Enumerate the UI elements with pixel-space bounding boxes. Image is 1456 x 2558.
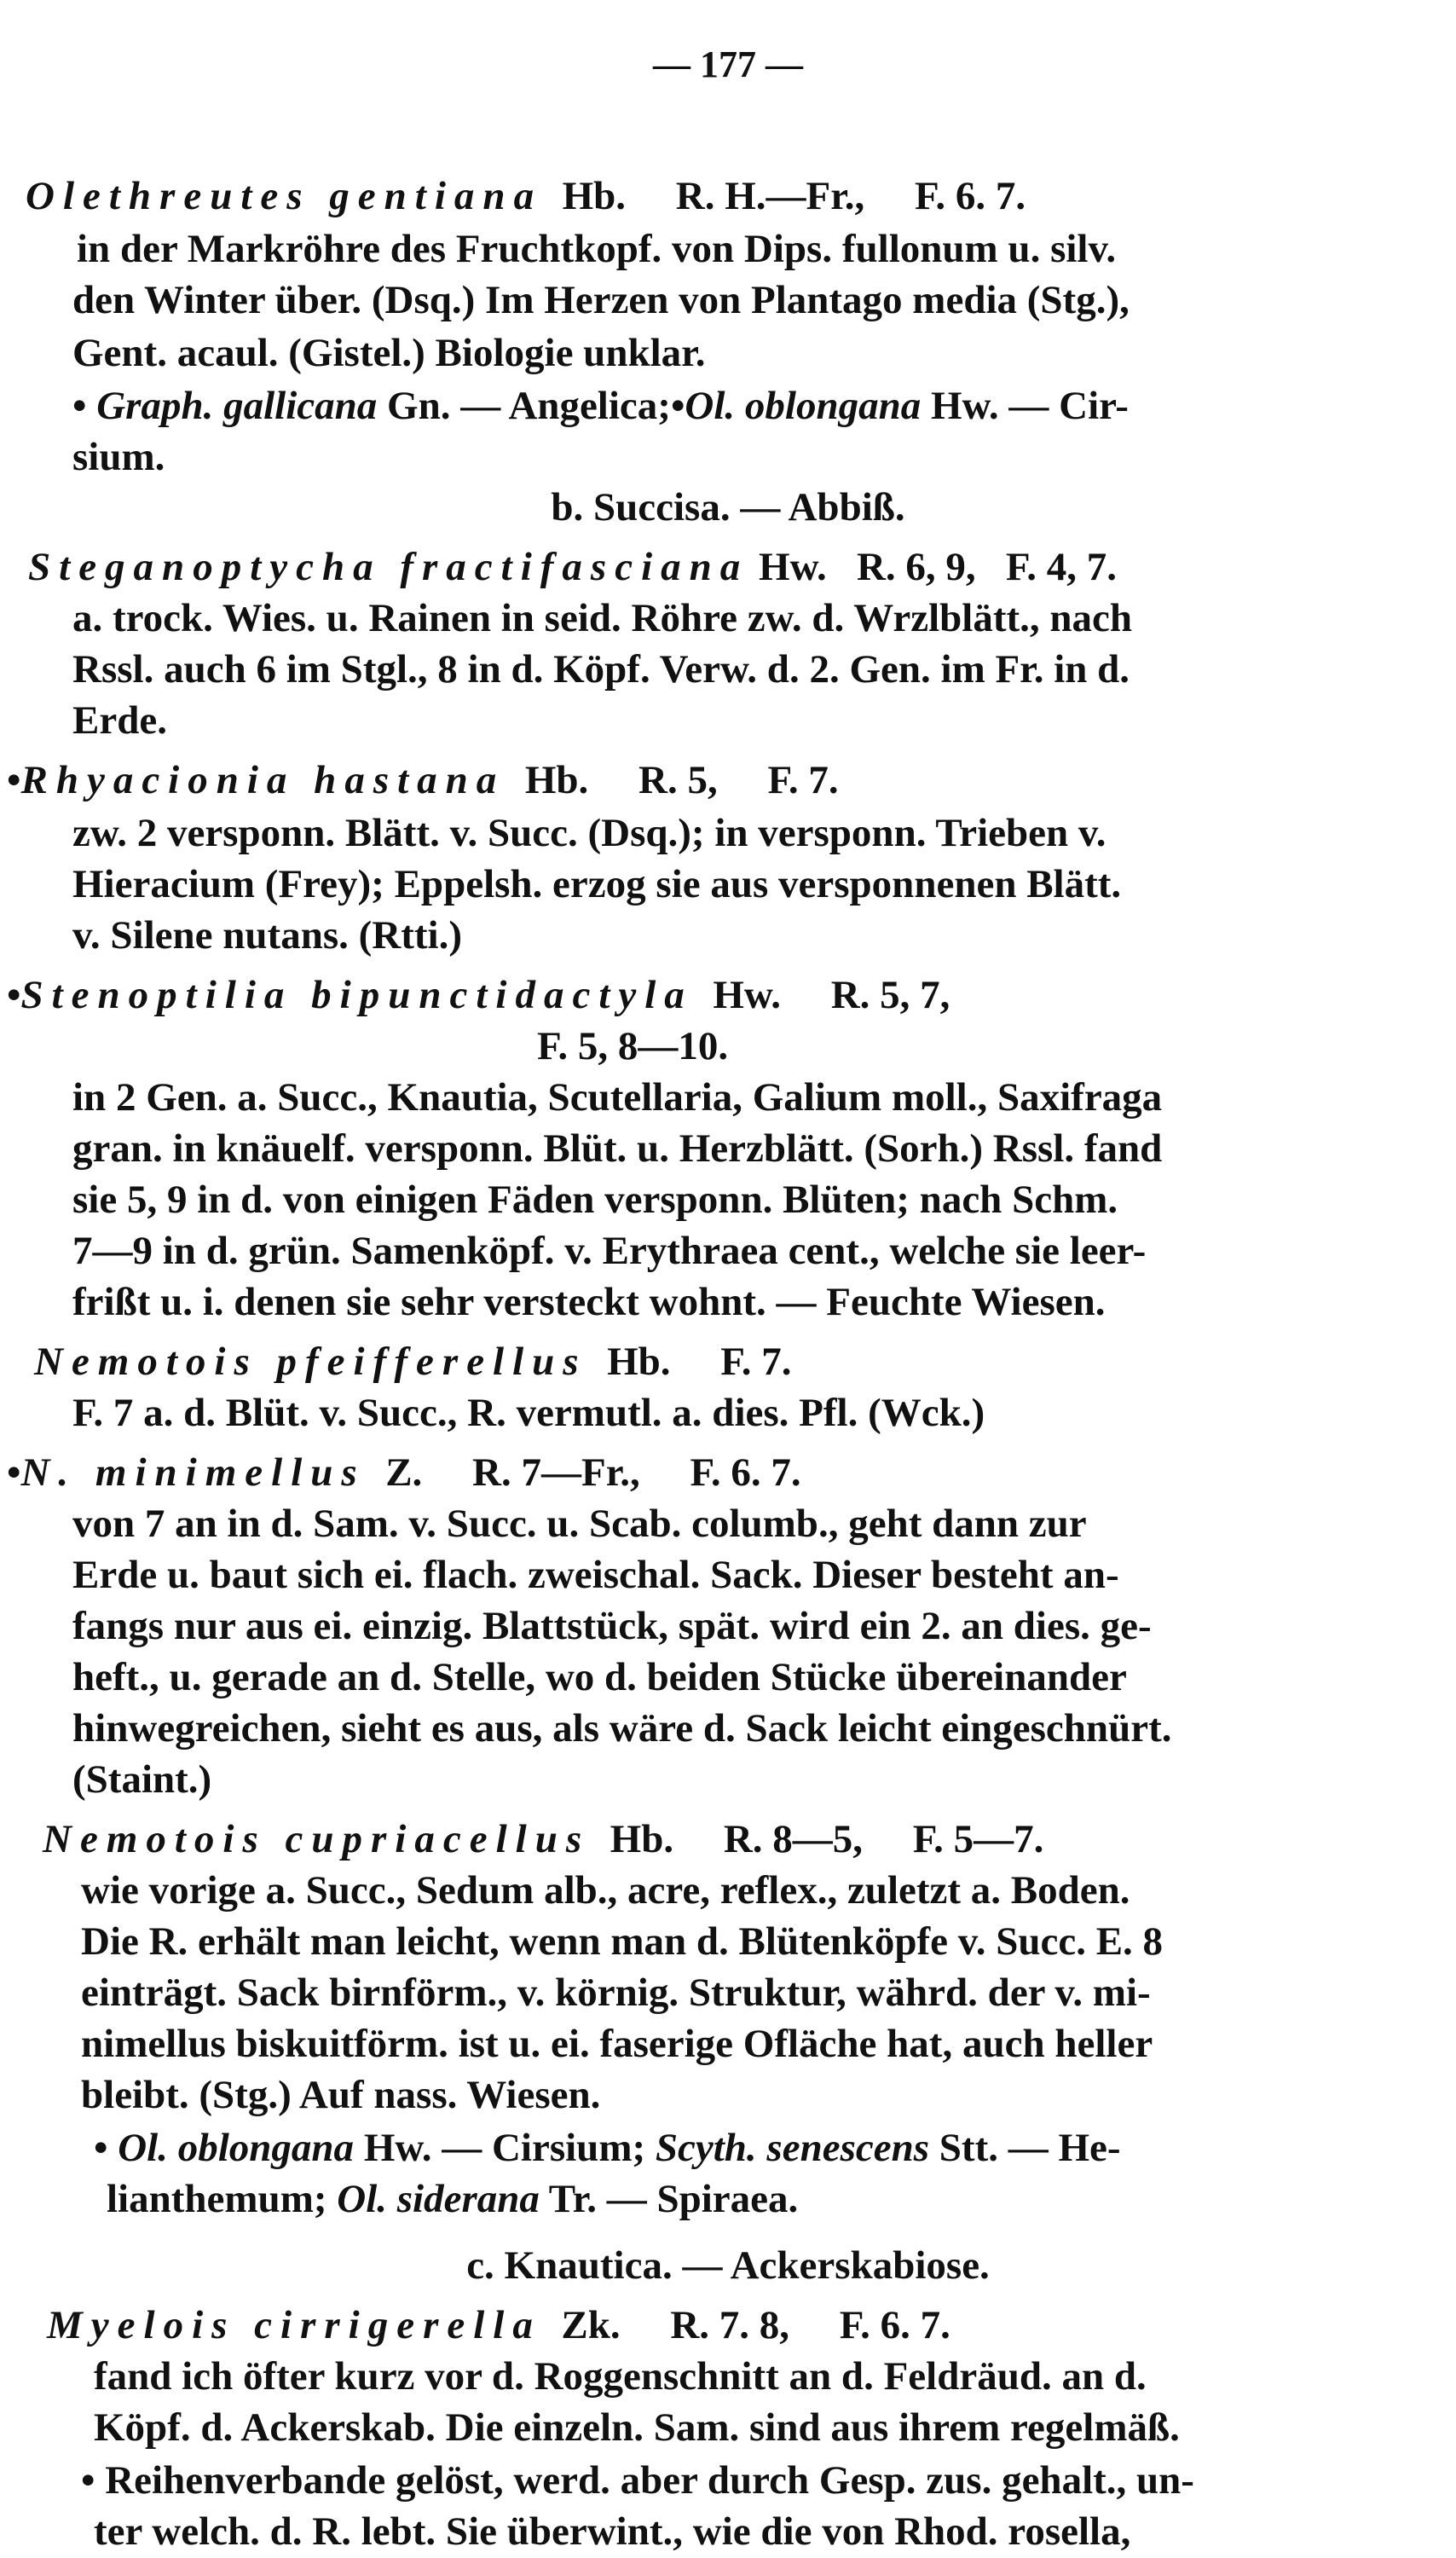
text-line	[72, 1225, 1146, 1276]
text-line	[72, 1754, 211, 1805]
text-line	[7, 1447, 801, 1498]
text-run: Hb. R. 8—5, F. 5—7.	[590, 1817, 1044, 1861]
text-line	[81, 1967, 1151, 2018]
text-run: nimellus biskuitförm. ist u. ei. faserige Ofläche hat, auch heller	[81, 2022, 1153, 2066]
text-line	[72, 327, 705, 379]
text-run: heft., u. gerade an d. Stelle, wo d. beiden Stücke übereinander	[72, 1655, 1127, 1699]
text-run: Hb. R. H.—Fr., F. 6. 7.	[542, 174, 1026, 218]
text-line	[72, 1072, 1162, 1123]
text-run: Köpf. d. Ackerskab. Die einzeln. Sam. sind aus ihrem regelmäß.	[94, 2405, 1180, 2450]
text-run: lianthemum;	[107, 2177, 338, 2221]
text-line	[72, 593, 1132, 644]
text-run: in der Markröhre des Fruchtkopf. von Dips. fullonum u. silv.	[77, 227, 1117, 271]
text-run: fand ich öfter kurz vor d. Roggenschnitt an d. Feldräud. an d.	[94, 2354, 1147, 2399]
text-run: b. Succisa. — Abbiß.	[551, 485, 905, 530]
text-line	[537, 1021, 728, 1072]
text-line	[77, 223, 1116, 275]
text-run: Hw. — Cirsium;	[354, 2126, 656, 2170]
text-line	[26, 171, 1026, 222]
text-line	[72, 1276, 1106, 1328]
text-line	[81, 2018, 1153, 2069]
text-line	[72, 1174, 1118, 1225]
text-line	[7, 969, 950, 1021]
text-line	[94, 2506, 1130, 2557]
species-name: Myelois cirrigerella	[47, 2303, 541, 2347]
text-run: Ol. oblongana	[118, 2126, 355, 2170]
section-heading	[0, 2240, 1456, 2291]
text-line	[72, 859, 1121, 910]
text-line	[72, 1703, 1171, 1754]
text-run: zw. 2 versponn. Blätt. v. Succ. (Dsq.); in versponn. Trieben v.	[72, 811, 1106, 855]
species-name: Nemotois cupriacellus	[43, 1817, 591, 1861]
text-line	[72, 380, 1129, 431]
text-line	[43, 1814, 1043, 1865]
species-name: N. minimellus	[20, 1450, 366, 1495]
text-run: F. 5, 8—10.	[537, 1024, 729, 1068]
bullet-mark: •	[72, 384, 97, 428]
text-line	[72, 1600, 1152, 1652]
text-line	[72, 807, 1106, 859]
text-run: Hw. R. 5, 7,	[692, 973, 950, 1017]
text-run: Tr. — Spiraea.	[539, 2177, 799, 2221]
text-run: Ol. siderana	[337, 2177, 540, 2221]
text-run: sium.	[72, 435, 165, 479]
bullet-mark: •	[7, 973, 21, 1017]
text-line	[72, 644, 1130, 695]
text-line	[94, 2402, 1180, 2453]
text-run: Erde.	[72, 698, 167, 743]
text-run: Hieracium (Frey); Eppelsh. erzog sie aus versponnenen Blätt.	[72, 862, 1122, 906]
text-line	[81, 2455, 1194, 2506]
text-line	[72, 910, 462, 961]
text-run: Hw. R. 6, 9, F. 4, 7.	[748, 545, 1118, 589]
text-run: v. Silene nutans. (Rtti.)	[72, 913, 462, 958]
text-run: Rssl. auch 6 im Stgl., 8 in d. Köpf. Verw. d. 2. Gen. im Fr. in d.	[72, 647, 1130, 692]
text-run: Hb. R. 5, F. 7.	[505, 758, 839, 802]
text-run: a. trock. Wies. u. Rainen in seid. Röhre zw. d. Wrzlblätt., nach	[72, 596, 1133, 640]
species-name: Nemotois pfeifferellus	[34, 1340, 587, 1384]
species-name: Stenoptilia bipunctidactyla	[20, 973, 693, 1017]
text-run: fangs nur aus ei. einzig. Blattstück, spät. wird ein 2. an dies. ge-	[72, 1604, 1152, 1648]
species-name: Steganoptycha fractifasciana	[28, 545, 749, 589]
text-run: Gn. — Angelica;•	[377, 384, 685, 428]
text-run: Z. R. 7—Fr., F. 6. 7.	[365, 1450, 801, 1495]
text-run: ter welch. d. R. lebt. Sie überwint., wie die von Rhod. rosella,	[94, 2509, 1131, 2554]
text-line	[47, 2300, 950, 2351]
text-line	[34, 1336, 791, 1387]
text-run: Reihenverbande gelöst, werd. aber durch Gesp. zus. gehalt., un-	[105, 2458, 1194, 2503]
text-run: frißt u. i. denen sie sehr versteckt wohnt. — Feuchte Wiesen.	[72, 1280, 1106, 1324]
text-line	[81, 2069, 600, 2121]
text-run: Die R. erhält man leicht, wenn man d. Blütenköpfe v. Succ. E. 8	[81, 1919, 1164, 1964]
text-run: Gent. acaul. (Gistel.) Biologie unklar.	[72, 331, 706, 375]
text-run: 7—9 in d. grün. Samenköpf. v. Erythraea cent., welche sie leer-	[72, 1229, 1147, 1273]
page-number: — 177 —	[653, 43, 803, 85]
text-run: Hw. — Cir-	[921, 384, 1129, 428]
text-run: einträgt. Sack birnförm., v. körnig. Struktur, währd. der v. mi-	[81, 1971, 1151, 2015]
text-run: Hb. F. 7.	[586, 1340, 792, 1384]
text-run: gran. in knäuelf. versponn. Blüt. u. Herzblätt. (Sorh.) Rssl. fand	[72, 1126, 1163, 1171]
species-name: Rhyacionia hastana	[20, 758, 506, 802]
text-run: Erde u. baut sich ei. flach. zweischal. Sack. Dieser besteht an-	[72, 1553, 1119, 1597]
section-heading	[0, 482, 1456, 533]
text-run: hinwegreichen, sieht es aus, als wäre d. Sack leicht eingeschnürt.	[72, 1706, 1172, 1751]
text-run: von 7 an in d. Sam. v. Succ. u. Scab. columb., geht dann zur	[72, 1502, 1087, 1546]
text-line	[72, 1387, 985, 1438]
bullet-mark: •	[7, 758, 21, 802]
text-run: Scyth. senescens	[655, 2126, 930, 2170]
text-line	[72, 275, 1130, 326]
text-line	[81, 1916, 1163, 1967]
text-run: wie vorige a. Succ., Sedum alb., acre, reflex., zuletzt a. Boden.	[81, 1868, 1130, 1913]
text-run: c. Knautica. — Ackerskabiose.	[466, 2243, 990, 2288]
text-run: (Staint.)	[72, 1757, 212, 1802]
text-run: bleibt. (Stg.) Auf nass. Wiesen.	[81, 2073, 601, 2117]
text-run: den Winter über. (Dsq.) Im Herzen von Plantago media (Stg.),	[72, 278, 1130, 322]
text-line	[72, 431, 165, 483]
text-run: Graph. gallicana	[96, 384, 378, 428]
text-run: Ol. oblongana	[685, 384, 922, 428]
bullet-mark: •	[81, 2458, 106, 2503]
text-line	[7, 755, 839, 806]
text-run: Stt. — He-	[929, 2126, 1121, 2170]
bullet-mark: •	[94, 2126, 118, 2170]
text-line	[107, 2173, 798, 2225]
text-line	[28, 541, 1117, 593]
text-line	[72, 1652, 1127, 1703]
species-name: Olethreutes gentiana	[26, 174, 543, 218]
text-run: F. 7 a. d. Blüt. v. Succ., R. vermutl. a. dies. Pfl. (Wck.)	[72, 1391, 985, 1435]
text-line	[72, 1498, 1087, 1549]
text-run: Zk. R. 7. 8, F. 6. 7.	[540, 2303, 950, 2347]
text-line	[81, 1865, 1130, 1916]
text-line	[72, 1123, 1162, 1174]
text-run: in 2 Gen. a. Succ., Knautia, Scutellaria, Galium moll., Saxifraga	[72, 1075, 1163, 1120]
text-line	[94, 2122, 1121, 2173]
bullet-mark: •	[7, 1450, 21, 1495]
text-line	[94, 2351, 1147, 2402]
text-run: sie 5, 9 in d. von einigen Fäden versponn. Blüten; nach Schm.	[72, 1178, 1118, 1222]
text-line	[72, 695, 167, 746]
text-line	[72, 1549, 1119, 1600]
